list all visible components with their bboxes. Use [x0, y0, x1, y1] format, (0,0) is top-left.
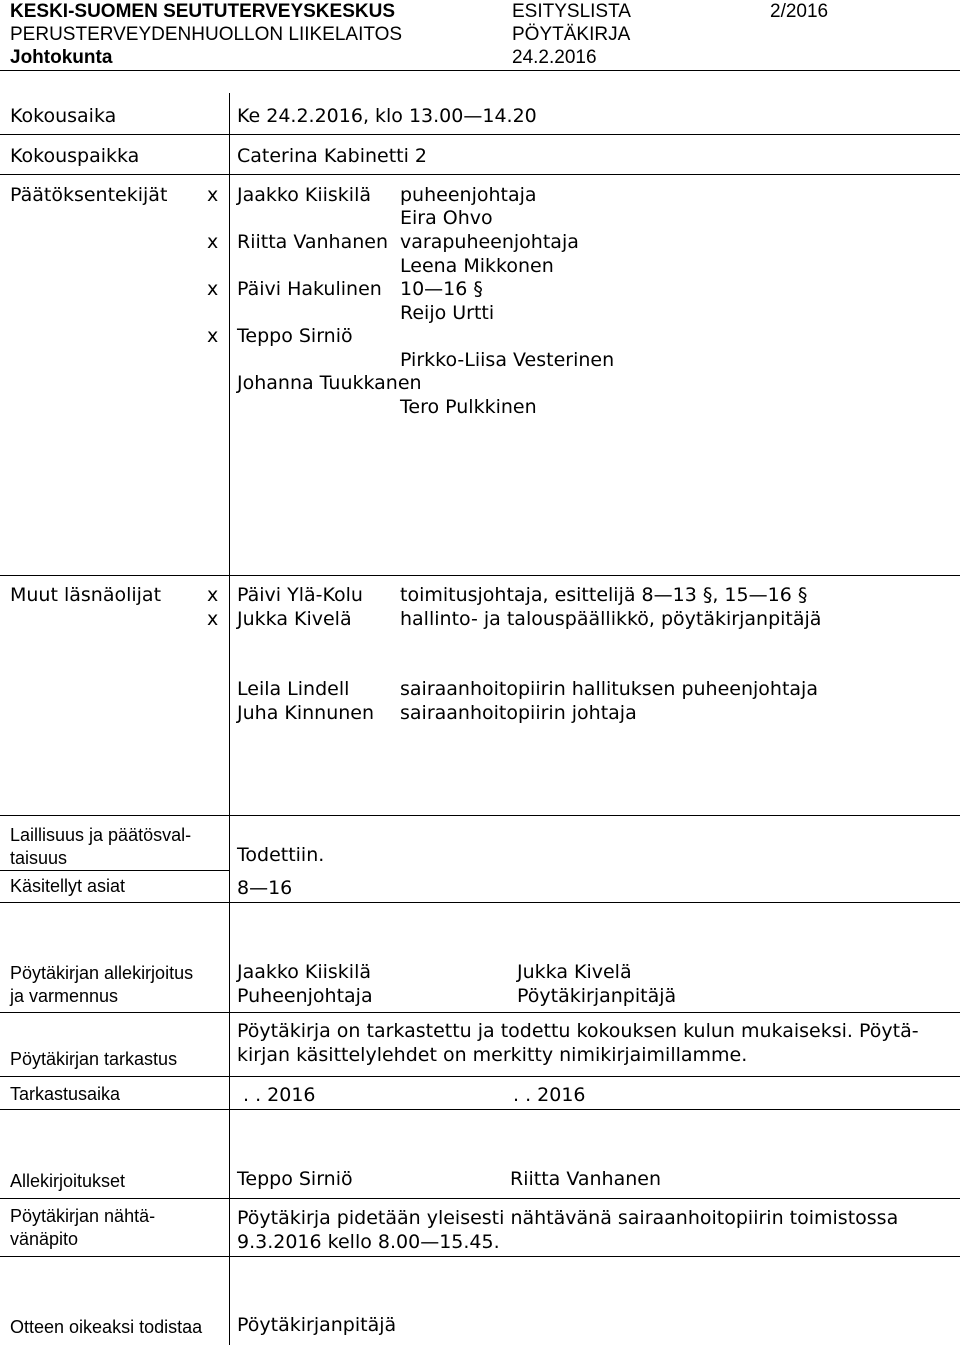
review-label: Pöytäkirjan tarkastus: [10, 1049, 178, 1069]
attendee-name: Juha Kinnunen: [237, 702, 375, 724]
section-divider: [0, 815, 960, 816]
meeting-place-label: Kokouspaikka: [10, 145, 140, 167]
present-mark: x: [207, 184, 219, 206]
doc-number: 2/2016: [770, 1, 829, 22]
deputy-name: Pirkko-Liisa Vesterinen: [400, 349, 615, 371]
certify-value: Pöytäkirjanpitäjä: [237, 1314, 397, 1336]
member-role: varapuheenjohtaja: [400, 231, 579, 253]
doc-type-minutes: PÖYTÄKIRJA: [512, 24, 631, 45]
section-divider: [0, 174, 960, 175]
present-mark: x: [207, 608, 219, 630]
legality-label: Laillisuus ja päätösval-: [10, 825, 192, 845]
body-name: Johtokunta: [10, 47, 113, 68]
member-role: puheenjohtaja: [400, 184, 537, 206]
attendee-role: sairaanhoitopiirin johtaja: [400, 702, 637, 724]
attendee-role: hallinto- ja talouspäällikkö, pöytäkirjanpitäjä: [400, 608, 822, 630]
present-mark: x: [207, 278, 219, 300]
review-time-label: Tarkastusaika: [10, 1084, 121, 1104]
section-divider: [0, 134, 960, 135]
member-name: Teppo Sirniö: [237, 325, 353, 347]
attendee-name: Leila Lindell: [237, 678, 350, 700]
secretary-title: Pöytäkirjanpitäjä: [517, 985, 677, 1007]
reviewer-name-2: Riitta Vanhanen: [510, 1168, 662, 1190]
other-attendees-label: Muut läsnäolijat: [10, 584, 162, 606]
member-name: Päivi Hakulinen: [237, 278, 382, 300]
meeting-place: Caterina Kabinetti 2: [237, 145, 428, 167]
member-name: Johanna Tuukkanen: [237, 372, 422, 394]
member-role: 10—16 §: [400, 278, 483, 300]
header-divider: [0, 70, 960, 71]
chair-name: Jaakko Kiiskilä: [237, 961, 372, 983]
organization-name: KESKI-SUOMEN SEUTUTERVEYSKESKUS: [10, 1, 395, 22]
doc-date: 24.2.2016: [512, 47, 597, 68]
present-mark: x: [207, 231, 219, 253]
deputy-name: Tero Pulkkinen: [400, 396, 537, 418]
display-label: Pöytäkirjan nähtä-: [10, 1206, 156, 1226]
meeting-time: Ke 24.2.2016, klo 13.00—14.20: [237, 105, 537, 127]
deputy-name: Leena Mikkonen: [400, 255, 554, 277]
section-divider: [0, 902, 960, 903]
member-name: Riitta Vanhanen: [237, 231, 389, 253]
handled-items-value: 8—16: [237, 877, 293, 899]
present-mark: x: [207, 325, 219, 347]
section-divider: [0, 1198, 960, 1199]
display-label-cont: vänäpito: [10, 1229, 79, 1249]
chair-title: Puheenjohtaja: [237, 985, 373, 1007]
section-divider: [0, 1109, 960, 1110]
legality-value: Todettiin.: [237, 844, 325, 866]
display-text-cont: 9.3.2016 kello 8.00—15.45.: [237, 1231, 500, 1253]
deputy-name: Eira Ohvo: [400, 207, 493, 229]
section-divider: [0, 1076, 960, 1077]
deputy-name: Reijo Urtti: [400, 302, 495, 324]
signature-label-cont: ja varmennus: [10, 986, 119, 1006]
review-date-2: . . 2016: [513, 1084, 586, 1106]
certify-label: Otteen oikeaksi todistaa: [10, 1317, 203, 1337]
meeting-time-label: Kokousaika: [10, 105, 117, 127]
member-name: Jaakko Kiiskilä: [237, 184, 372, 206]
attendee-name: Päivi Ylä-Kolu: [237, 584, 363, 606]
attendee-role: toimitusjohtaja, esittelijä 8—13 §, 15—16 §: [400, 584, 808, 606]
section-divider: [0, 1012, 960, 1013]
legality-label-cont: taisuus: [10, 848, 68, 868]
review-date-1: . . 2016: [243, 1084, 316, 1106]
signature-label: Pöytäkirjan allekirjoitus: [10, 963, 194, 983]
department-name: PERUSTERVEYDENHUOLLON LIIKELAITOS: [10, 24, 403, 45]
reviewer-name-1: Teppo Sirniö: [237, 1168, 353, 1190]
section-divider: [0, 870, 229, 871]
review-text-cont: kirjan käsittelylehdet on merkitty nimikirjaimillamme.: [237, 1044, 748, 1066]
label-column-divider: [229, 93, 230, 1345]
section-divider: [0, 575, 960, 576]
attendee-role: sairaanhoitopiirin hallituksen puheenjohtaja: [400, 678, 818, 700]
doc-type-agenda: ESITYSLISTA: [512, 1, 631, 22]
secretary-name: Jukka Kivelä: [517, 961, 632, 983]
handled-items-label: Käsitellyt asiat: [10, 876, 126, 896]
review-text: Pöytäkirja on tarkastettu ja todettu kokouksen kulun mukaiseksi. Pöytä-: [237, 1020, 919, 1042]
attendee-name: Jukka Kivelä: [237, 608, 352, 630]
signatures-label: Allekirjoitukset: [10, 1171, 126, 1191]
display-text: Pöytäkirja pidetään yleisesti nähtävänä sairaanhoitopiirin toimistossa: [237, 1207, 899, 1229]
section-divider: [0, 1256, 960, 1257]
present-mark: x: [207, 584, 219, 606]
decision-makers-label: Päätöksentekijät: [10, 184, 168, 206]
